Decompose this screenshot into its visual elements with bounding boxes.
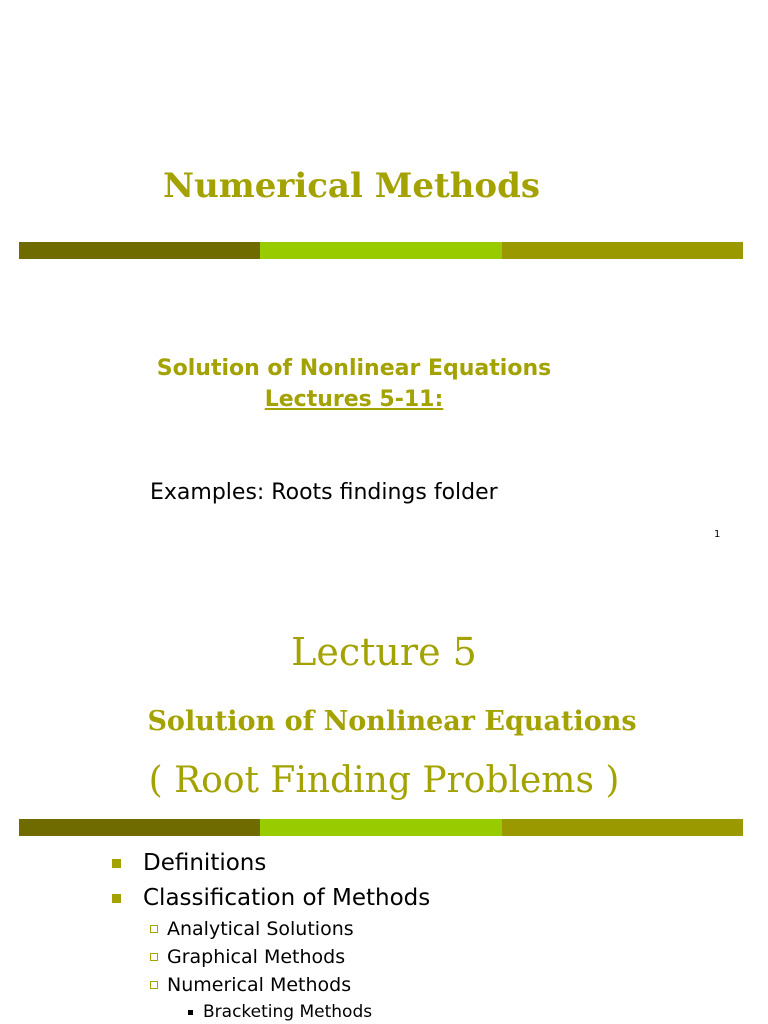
divider-segment-dark <box>19 242 260 259</box>
square-bullet-icon <box>112 859 121 868</box>
lecture-subtitle: Solution of Nonlinear Equations <box>147 706 637 737</box>
sub-bullet-item <box>150 946 345 968</box>
sub-bullet-item <box>150 974 351 996</box>
bullet-text: Classification of Methods <box>143 885 431 911</box>
divider-bar <box>19 242 743 259</box>
slide-2 <box>0 560 768 1024</box>
square-bullet-icon <box>112 894 121 903</box>
lecture-paren-title: ( Root Finding Problems ) <box>148 760 620 801</box>
sub-sub-bullet-item <box>188 1002 372 1022</box>
sub-bullet-item <box>150 918 354 940</box>
bullet-item <box>112 850 266 876</box>
divider-segment-light <box>260 242 501 259</box>
bullet-text: Definitions <box>143 850 267 876</box>
divider-bar <box>19 819 743 836</box>
sub-bullet-text: Numerical Methods <box>167 974 352 996</box>
small-square-bullet-icon <box>188 1010 193 1015</box>
sub-bullet-text: Graphical Methods <box>167 946 346 968</box>
sub-bullet-text: Analytical Solutions <box>167 918 354 940</box>
lecture-title: Lecture 5 <box>291 630 477 674</box>
page-number: 1 <box>714 529 721 540</box>
divider-segment-dark <box>19 819 260 836</box>
examples-note: Examples: Roots findings folder <box>150 480 498 505</box>
divider-segment-olive <box>502 819 743 836</box>
hollow-square-bullet-icon <box>150 981 158 989</box>
hollow-square-bullet-icon <box>150 953 158 961</box>
slide-title: Numerical Methods <box>163 166 541 206</box>
hollow-square-bullet-icon <box>150 925 158 933</box>
divider-segment-light <box>260 819 501 836</box>
lectures-range: Lectures 5-11: <box>264 387 444 412</box>
sub-sub-bullet-text: Bracketing Methods <box>203 1002 373 1022</box>
divider-segment-olive <box>502 242 743 259</box>
slide-subtitle: Solution of Nonlinear Equations <box>156 356 552 381</box>
bullet-item <box>112 885 430 911</box>
